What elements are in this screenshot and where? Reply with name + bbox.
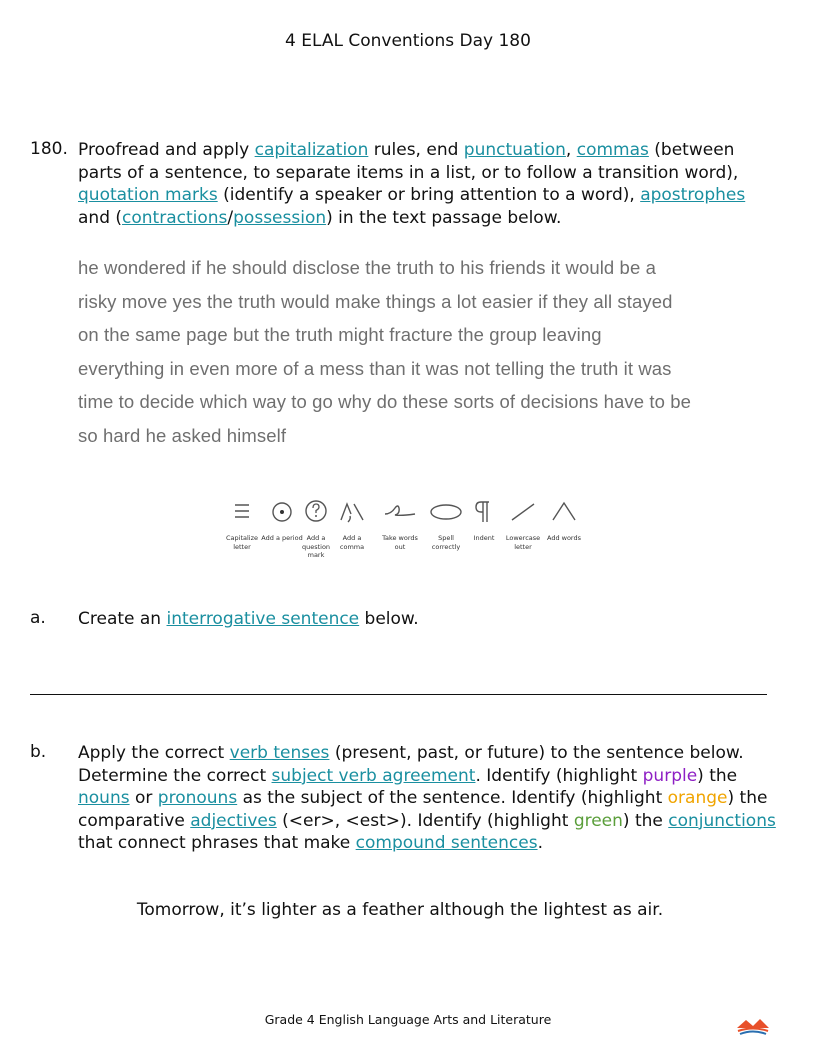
prompt-text: (present, past, or future) to the sentence below. Determine the correct bbox=[78, 743, 744, 786]
prompt-text: or bbox=[129, 788, 158, 808]
color-word-orange: orange bbox=[667, 788, 728, 808]
link-compound-sentences[interactable]: compound sentences bbox=[355, 833, 538, 853]
link-pronouns[interactable]: pronouns bbox=[157, 788, 238, 808]
passage-line: risky move yes the truth would make things a lot easier if they all stayed bbox=[78, 290, 673, 312]
link-verb-tenses[interactable]: verb tenses bbox=[229, 743, 330, 763]
practice-sentence: Tomorrow, it’s lighter as a feather although the lightest as air. bbox=[136, 900, 664, 920]
mark-indent bbox=[462, 498, 506, 543]
page-title: 4 ELAL Conventions Day 180 bbox=[285, 31, 531, 51]
mark-label: Capitalize letter bbox=[225, 534, 258, 551]
link-interrogative-sentence[interactable]: interrogative sentence bbox=[166, 609, 360, 629]
passage-line: he wondered if he should disclose the truth to his friends it would be a bbox=[78, 257, 656, 278]
prompt-text: as the subject of the sentence. Identify (highlight bbox=[237, 788, 668, 808]
prompt-text: ) the comparative bbox=[78, 788, 768, 831]
prompt-text: ) the bbox=[697, 765, 738, 786]
instruction-text: / bbox=[227, 207, 234, 228]
proofreading-marks-legend bbox=[220, 498, 580, 564]
circled-period-icon bbox=[270, 498, 294, 524]
mark-label: Spell correctly bbox=[431, 534, 461, 551]
prompt-text: below. bbox=[359, 609, 419, 629]
question-instructions bbox=[78, 139, 778, 229]
instruction-text: Proofread and apply bbox=[78, 140, 255, 160]
paragraph-icon bbox=[472, 498, 496, 524]
question-number: 180. bbox=[30, 139, 68, 159]
instruction-text: ) in the text passage below. bbox=[326, 207, 562, 228]
prompt-text: Create an bbox=[78, 609, 167, 629]
circled-question-icon bbox=[304, 498, 328, 524]
mark-label: Indent bbox=[473, 534, 495, 542]
link-capitalization[interactable]: capitalization bbox=[254, 140, 369, 160]
mark-label: Lowercase letter bbox=[505, 534, 541, 551]
part-b-label: b. bbox=[30, 742, 47, 762]
instruction-text: (between parts of a sentence, to separate items in a list, or to follow a transition word), bbox=[78, 140, 739, 183]
link-conjunctions[interactable]: conjunctions bbox=[668, 810, 776, 831]
mark-add-comma bbox=[330, 498, 374, 551]
link-subject-verb-agreement[interactable]: subject verb agreement bbox=[271, 765, 476, 786]
part-a-label: a. bbox=[30, 608, 46, 628]
prompt-text: Apply the correct bbox=[78, 743, 230, 763]
prompt-text: (<er>, <est>). Identify (highlight bbox=[276, 810, 574, 831]
prompt-text: . bbox=[537, 833, 543, 853]
caret-comma-icon bbox=[338, 498, 366, 524]
link-adjectives[interactable]: adjectives bbox=[190, 810, 277, 831]
mark-add-words bbox=[542, 498, 586, 543]
caret-icon bbox=[550, 498, 578, 524]
color-word-purple: purple bbox=[642, 765, 698, 786]
link-commas[interactable]: commas bbox=[576, 140, 649, 160]
instruction-text: and ( bbox=[78, 207, 123, 228]
link-punctuation[interactable]: punctuation bbox=[463, 140, 566, 160]
mark-capitalize bbox=[220, 498, 264, 551]
publisher-logo-icon bbox=[735, 1014, 771, 1036]
text-passage bbox=[78, 251, 778, 453]
prompt-text: that connect phrases that make bbox=[78, 833, 356, 853]
link-contractions[interactable]: contractions bbox=[122, 207, 228, 228]
mark-lowercase bbox=[501, 498, 545, 551]
mark-take-out bbox=[378, 498, 422, 551]
delete-loop-icon bbox=[383, 498, 417, 524]
footer-text: Grade 4 English Language Arts and Literature bbox=[264, 1012, 552, 1027]
slash-icon bbox=[509, 498, 537, 524]
mark-label: Add words bbox=[546, 534, 581, 542]
answer-line[interactable] bbox=[30, 694, 767, 695]
mark-label: Add a question mark bbox=[301, 534, 331, 559]
mark-label: Add a comma bbox=[339, 534, 365, 551]
passage-line: time to decide which way to go why do these sorts of decisions have to be bbox=[78, 391, 691, 413]
passage-line: everything in even more of a mess than it was not telling the truth it was bbox=[78, 357, 672, 379]
part-b-prompt bbox=[78, 742, 788, 855]
spell-circle-icon bbox=[429, 498, 463, 524]
prompt-text: ) the bbox=[622, 810, 669, 831]
passage-line: on the same page but the truth might fracture the group leaving bbox=[78, 324, 602, 346]
link-nouns[interactable]: nouns bbox=[78, 788, 130, 808]
link-possession[interactable]: possession bbox=[233, 207, 327, 228]
prompt-text: . Identify (highlight bbox=[475, 765, 643, 786]
color-word-green: green bbox=[573, 810, 623, 831]
part-a-prompt bbox=[78, 608, 788, 631]
instruction-text: , bbox=[565, 140, 577, 160]
triple-underline-icon bbox=[230, 498, 254, 524]
link-quotation-marks[interactable]: quotation marks bbox=[78, 185, 218, 205]
passage-line: so hard he asked himself bbox=[78, 424, 287, 446]
mark-label: Take words out bbox=[382, 534, 418, 551]
link-apostrophes[interactable]: apostrophes bbox=[640, 185, 746, 205]
mark-label: Add a period bbox=[261, 534, 303, 542]
instruction-text: (identify a speaker or bring attention to a word), bbox=[217, 185, 641, 205]
instruction-text: rules, end bbox=[368, 140, 464, 160]
